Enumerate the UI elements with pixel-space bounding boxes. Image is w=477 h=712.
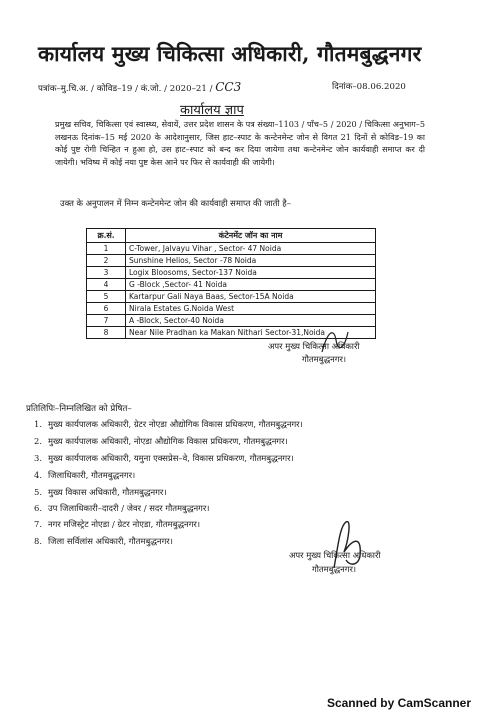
intro-line: उक्त के अनुपालन में निम्न कन्टेनमेन्ट जोन की कार्यवाही समाप्त की जाती है– — [60, 198, 291, 208]
serial-cell: 6 — [87, 303, 126, 315]
list-item: 5. मुख्य विकास अधिकारी, गौतमबुद्धनगर। — [34, 487, 167, 497]
containment-zones-table — [86, 228, 376, 339]
serial-cell: 7 — [87, 315, 126, 327]
zone-name-cell: Kartarpur Gali Naya Baas, Sector-15A Noida — [126, 291, 376, 303]
zone-name-cell: G -Block ,Sector- 41 Noida — [126, 279, 376, 291]
list-item: 1. मुख्य कार्यपालक अधिकारी, ग्रेटर नोएडा औद्योगिक विकास प्रधिकरण, गौतमबुद्धनगर। — [34, 419, 303, 429]
serial-cell: 2 — [87, 255, 126, 267]
document-subject: कार्यालय ज्ञाप — [180, 103, 244, 118]
serial-cell: 3 — [87, 267, 126, 279]
zone-name-header: कंटेनमेंट जॉन का नाम — [126, 229, 376, 243]
office-title: कार्यालय मुख्य चिकित्सा अधिकारी, गौतमबुद्धनगर — [38, 41, 422, 66]
serial-cell: 4 — [87, 279, 126, 291]
table-row — [87, 303, 376, 315]
zone-name-cell: C-Tower, Jalvayu Vihar , Sector- 47 Noida — [126, 243, 376, 255]
scanner-watermark: Scanned by CamScanner — [326, 696, 471, 710]
table-row — [87, 243, 376, 255]
reference-number — [38, 80, 241, 94]
list-item: 7. नगर मजिस्ट्रेट नोएडा / ग्रेटर नोएडा, गौतमबुद्धनगर। — [34, 519, 201, 529]
table-row — [87, 291, 376, 303]
signatory-location: गौतमबुद्धनगर। — [302, 354, 347, 364]
list-item: 3. मुख्य कार्यपालक अधिकारी, यमुना एक्सप्रेस–वे, विकास प्रधिकरण, गौतमबुद्धनगर। — [34, 453, 294, 463]
zone-name-cell: Sunshine Helios, Sector -78 Noida — [126, 255, 376, 267]
zone-name-cell: Logix Bloosoms, Sector-137 Noida — [126, 267, 376, 279]
zone-name-cell: Nirala Estates G.Noida West — [126, 303, 376, 315]
serial-cell: 5 — [87, 291, 126, 303]
signatory-location: गौतमबुद्धनगर। — [312, 564, 357, 574]
serial-cell: 1 — [87, 243, 126, 255]
table-row — [87, 315, 376, 327]
list-item: 2. मुख्य कार्यपालक अधिकारी, नोएडा औद्योगिक विकास प्रधिकरण, गौतमबुद्धनगर। — [34, 436, 288, 446]
reference-handwritten: CC3 — [215, 80, 242, 94]
serial-cell: 8 — [87, 327, 126, 339]
serial-header: क्र.सं. — [87, 229, 126, 243]
document-date: दिनांक–08.06.2020 — [332, 82, 406, 92]
copy-to-heading: प्रतिलिपिः–निम्नलिखित को प्रेषित– — [26, 404, 132, 414]
table-header-row — [87, 229, 376, 243]
zone-name-cell: A -Block, Sector-40 Noida — [126, 315, 376, 327]
table-row — [87, 255, 376, 267]
list-item: 4. जिलाधिकारी, गौतमबुद्धनगर। — [34, 470, 136, 480]
list-item: 8. जिला सर्विलांस अधिकारी, गौतमबुद्धनगर। — [34, 536, 173, 546]
body-paragraph: प्रमुख सचिव, चिकित्सा एवं स्वास्थ्य, सेवायें, उत्तर प्रदेश शासन के पत्र संख्या–1103 / पाँच–5 / 2020 / चिकित्सा अनुभाग–5 लखनऊ दिनांक–15 मई 2020 के आदेशानुसार, जिस हाट–स्पाट के कन्टेनमेन्ट जोन से विगत 21 दिनों से कोविड–19 का कोई पुष्ट रोगी चिन्हित न हुआ हो, उस हाट–स्पाट को बन्द कर दिया जायेगा तथा कन्टेनमेन्ट जोन कार्यवाही समाप्त कर दी जायेगी। भविष्य में कोई नया पुष्ट केस आने पर फिर से कार्यवाही की जायेगी। — [55, 119, 425, 167]
zone-name-cell: Near Nile Pradhan ka Makan Nithari Sector-31,Noida — [126, 327, 376, 339]
table-row — [87, 279, 376, 291]
signatory-designation: अपर मुख्य चिकित्सा अधिकारी — [289, 550, 381, 560]
table-row — [87, 267, 376, 279]
reference-prefix: पत्रांक–मु.चि.अ. / कोविड–19 / कं.जो. / 2020–21 / — [38, 84, 213, 94]
signatory-designation: अपर मुख्य चिकित्सा अधिकारी — [268, 341, 360, 351]
list-item: 6. उप जिलाधिकारी–दादरी / जेवर / सदर गौतमबुद्धनगर। — [34, 503, 210, 513]
